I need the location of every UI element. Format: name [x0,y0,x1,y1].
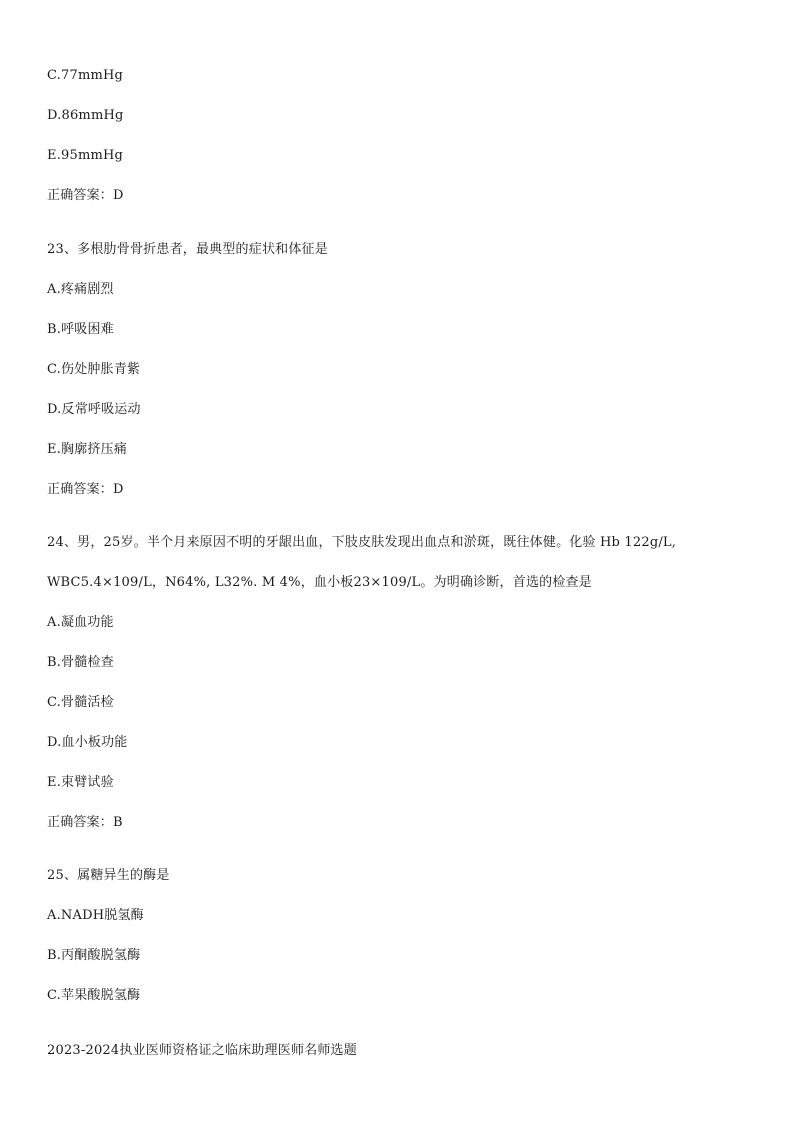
option-a: A.NADH脱氢酶 [47,908,144,923]
option-c: C.77mmHg [47,68,124,83]
option-c: C.苹果酸脱氢酶 [47,988,141,1003]
option-b: B.呼吸困难 [47,322,114,337]
correct-answer: 正确答案：D [47,188,124,203]
option-a: A.凝血功能 [47,615,114,630]
option-d: D.86mmHg [47,108,124,123]
option-c: C.伤处肿胀青紫 [47,362,141,377]
option-a: A.疼痛剧烈 [47,282,114,297]
question-stem: 23、多根肋骨骨折患者，最典型的症状和体征是 [47,242,328,257]
option-e: E.束臂试验 [47,775,114,790]
option-b: B.骨髓检查 [47,655,114,670]
question-stem-line-1: 24、男，25岁。半个月来原因不明的牙龈出血，下肢皮肤发现出血点和淤斑，既往体健。化验 Hb 122g/L, [47,535,677,550]
option-e: E.95mmHg [47,148,124,163]
question-stem: 25、属糖异生的酶是 [47,868,170,883]
option-d: D.血小板功能 [47,735,128,750]
option-e: E.胸廓挤压痛 [47,442,128,457]
option-d: D.反常呼吸运动 [47,402,141,417]
question-stem-line-2: WBC5.4×109/L，N64%, L32%. M 4%，血小板23×109/L。为明确诊断，首选的检查是 [47,575,592,590]
correct-answer: 正确答案：B [47,815,123,830]
option-c: C.骨髓活检 [47,695,114,710]
option-b: B.丙酮酸脱氢酶 [47,948,141,963]
page-footer: 2023-2024执业医师资格证之临床助理医师名师选题 [47,1043,357,1058]
correct-answer: 正确答案：D [47,482,124,497]
